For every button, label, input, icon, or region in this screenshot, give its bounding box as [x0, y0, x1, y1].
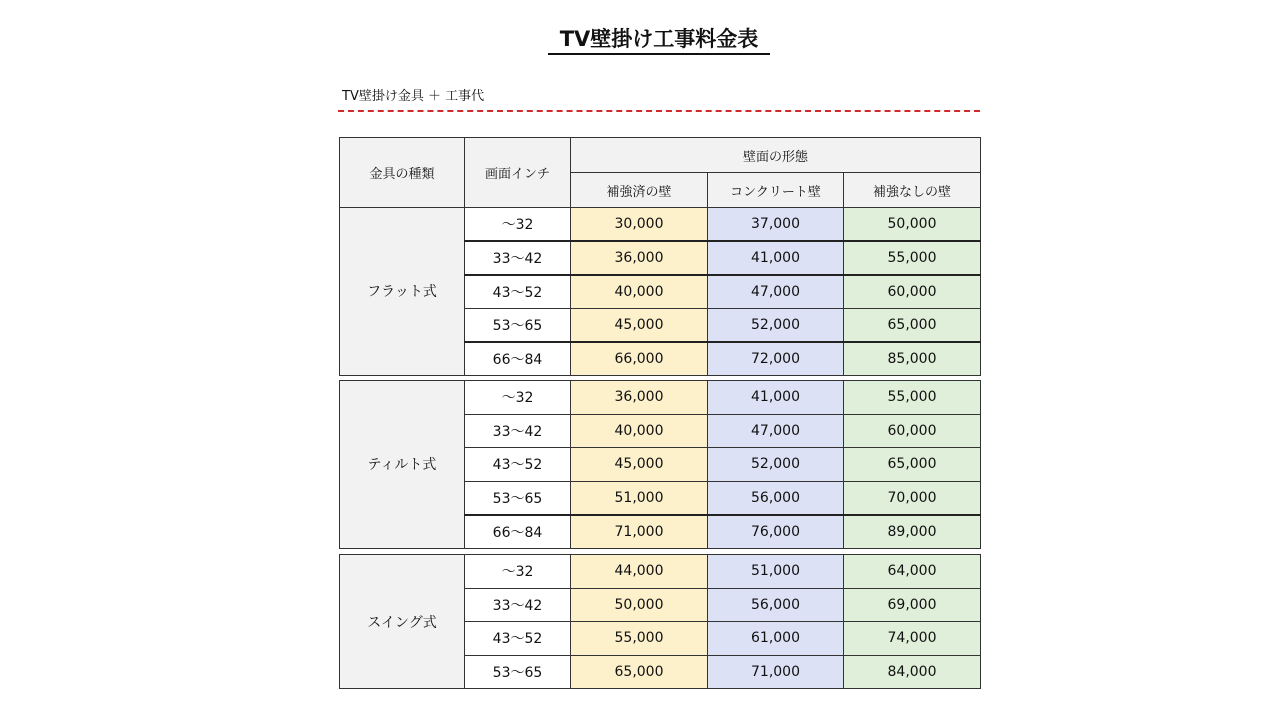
screen-inch-cell: 43～52: [465, 275, 571, 309]
screen-inch-cell: ～32: [465, 208, 571, 242]
screen-inch-cell: ～32: [465, 381, 571, 415]
screen-inch-cell: 66～84: [465, 515, 571, 549]
header-screen-inch: 画面インチ: [465, 138, 571, 208]
price-unreinforced: 64,000: [844, 555, 981, 589]
price-reinforced: 44,000: [571, 555, 708, 589]
price-unreinforced: 55,000: [844, 241, 981, 275]
price-concrete: 41,000: [708, 241, 844, 275]
price-unreinforced: 69,000: [844, 588, 981, 622]
price-reinforced: 65,000: [571, 655, 708, 689]
table-row: [340, 381, 981, 415]
screen-inch-cell: ～32: [465, 555, 571, 589]
mount-type-label: スイング式: [340, 555, 465, 689]
screen-inch-cell: 33～42: [465, 588, 571, 622]
screen-inch-cell: 53～65: [465, 481, 571, 515]
price-reinforced: 55,000: [571, 622, 708, 656]
price-reinforced: 50,000: [571, 588, 708, 622]
price-unreinforced: 65,000: [844, 448, 981, 482]
price-concrete: 76,000: [708, 515, 844, 549]
price-concrete: 47,000: [708, 275, 844, 309]
group-flat: [339, 207, 981, 376]
mount-type-label: フラット式: [340, 208, 465, 376]
group-tilt: [339, 380, 981, 549]
price-reinforced: 36,000: [571, 381, 708, 415]
divider: [338, 110, 980, 112]
header-mount-type: 金具の種類: [340, 138, 465, 208]
price-unreinforced: 50,000: [844, 208, 981, 242]
price-concrete: 41,000: [708, 381, 844, 415]
price-unreinforced: 84,000: [844, 655, 981, 689]
price-reinforced: 71,000: [571, 515, 708, 549]
header-unreinforced: 補強なしの壁: [844, 173, 981, 208]
price-reinforced: 66,000: [571, 342, 708, 376]
price-concrete: 56,000: [708, 481, 844, 515]
table-row: [340, 208, 981, 242]
price-reinforced: 51,000: [571, 481, 708, 515]
price-reinforced: 45,000: [571, 308, 708, 342]
price-reinforced: 45,000: [571, 448, 708, 482]
screen-inch-cell: 53～65: [465, 655, 571, 689]
price-table-header: [339, 137, 981, 208]
price-unreinforced: 60,000: [844, 414, 981, 448]
price-unreinforced: 85,000: [844, 342, 981, 376]
screen-inch-cell: 53～65: [465, 308, 571, 342]
header-wall-type: 壁面の形態: [571, 138, 981, 173]
price-unreinforced: 60,000: [844, 275, 981, 309]
screen-inch-cell: 43～52: [465, 622, 571, 656]
price-concrete: 72,000: [708, 342, 844, 376]
price-unreinforced: 55,000: [844, 381, 981, 415]
price-reinforced: 40,000: [571, 414, 708, 448]
price-concrete: 56,000: [708, 588, 844, 622]
screen-inch-cell: 66～84: [465, 342, 571, 376]
screen-inch-cell: 33～42: [465, 241, 571, 275]
price-reinforced: 30,000: [571, 208, 708, 242]
price-concrete: 47,000: [708, 414, 844, 448]
price-concrete: 37,000: [708, 208, 844, 242]
header-concrete: コンクリート壁: [708, 173, 844, 208]
price-concrete: 71,000: [708, 655, 844, 689]
price-reinforced: 36,000: [571, 241, 708, 275]
price-concrete: 61,000: [708, 622, 844, 656]
mount-type-label: ティルト式: [340, 381, 465, 549]
header-reinforced: 補強済の壁: [571, 173, 708, 208]
page-title: TV壁掛け工事料金表: [548, 26, 770, 55]
price-unreinforced: 74,000: [844, 622, 981, 656]
screen-inch-cell: 33～42: [465, 414, 571, 448]
price-concrete: 52,000: [708, 448, 844, 482]
table-row: [340, 555, 981, 589]
group-swing: [339, 554, 981, 689]
price-unreinforced: 65,000: [844, 308, 981, 342]
price-reinforced: 40,000: [571, 275, 708, 309]
price-unreinforced: 70,000: [844, 481, 981, 515]
price-concrete: 52,000: [708, 308, 844, 342]
subtitle: TV壁掛け金具 ＋ 工事代: [342, 89, 485, 104]
price-unreinforced: 89,000: [844, 515, 981, 549]
screen-inch-cell: 43～52: [465, 448, 571, 482]
price-concrete: 51,000: [708, 555, 844, 589]
